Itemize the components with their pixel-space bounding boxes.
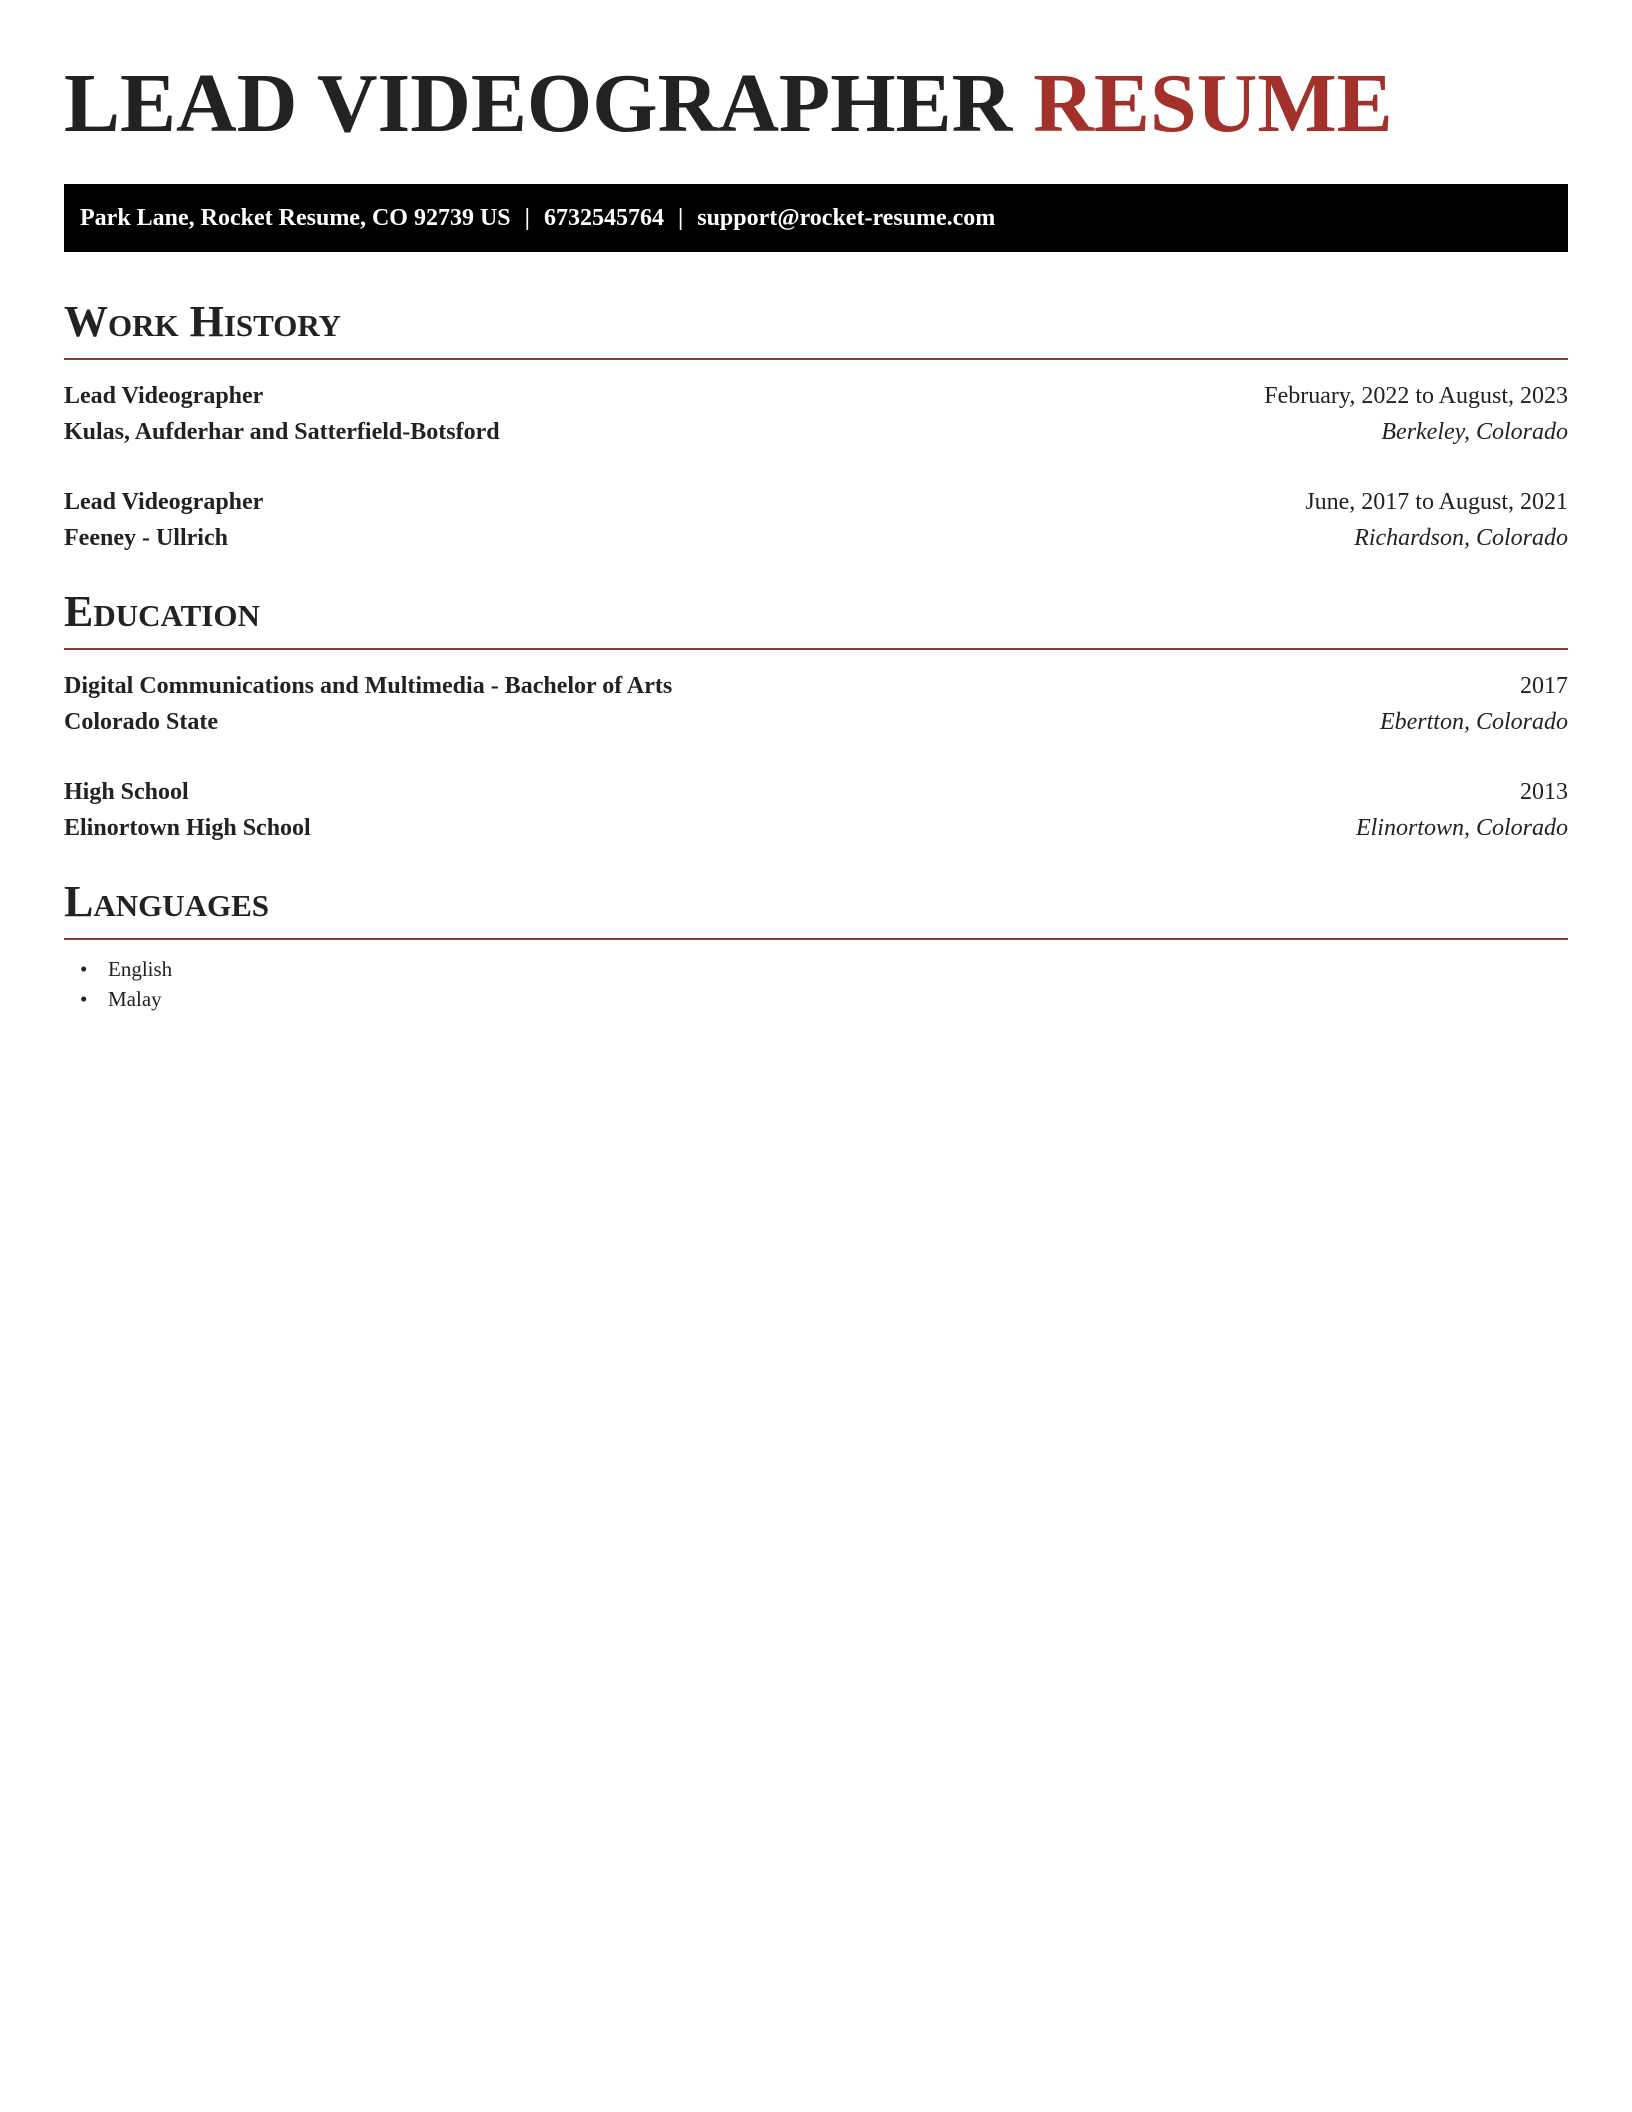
contact-separator: |	[677, 204, 684, 231]
contact-address: Park Lane, Rocket Resume, CO 92739 US	[80, 204, 511, 231]
contact-bar	[64, 184, 1568, 252]
languages-list	[64, 954, 1568, 1014]
job-dates: February, 2022 to August, 2023	[1264, 383, 1568, 409]
degree-name: High School	[64, 779, 189, 805]
education-entry	[64, 774, 1568, 846]
education-section	[64, 586, 1568, 846]
contact-phone: 6732545764	[543, 204, 664, 231]
degree-name: Digital Communications and Multimedia - Bachelor of Arts	[64, 673, 673, 699]
work-history-section	[64, 296, 1568, 556]
bullet-icon: •	[80, 987, 88, 1011]
job-location: Berkeley, Colorado	[1381, 419, 1568, 445]
work-entry-detail-row	[64, 414, 1568, 450]
education-entry	[64, 668, 1568, 740]
languages-section	[64, 876, 1568, 1014]
languages-heading: Languages	[64, 876, 1568, 940]
education-entry-header-row	[64, 668, 1568, 704]
language-item	[64, 954, 1568, 984]
work-entry-header-row	[64, 378, 1568, 414]
language-name: Malay	[108, 987, 162, 1011]
contact-separator: |	[524, 204, 530, 231]
language-item	[64, 984, 1568, 1014]
work-entry-header-row	[64, 484, 1568, 520]
job-title: Lead Videographer	[64, 489, 264, 515]
company-name: Feeney - Ullrich	[64, 525, 228, 551]
contact-email: support@rocket-resume.com	[697, 204, 996, 231]
graduation-year: 2013	[1520, 779, 1568, 805]
school-name: Elinortown High School	[64, 815, 311, 841]
language-name: English	[108, 957, 173, 981]
school-name: Colorado State	[64, 709, 218, 735]
company-name: Kulas, Aufderhar and Satterfield-Botsford	[64, 419, 500, 445]
resume-title	[64, 56, 1568, 152]
education-entry-detail-row	[64, 704, 1568, 740]
resume-title-accent: RESUME	[1033, 57, 1393, 150]
education-entry-detail-row	[64, 810, 1568, 846]
resume-title-main: LEAD VIDEOGRAPHER	[64, 57, 1013, 150]
work-entry	[64, 378, 1568, 450]
work-entry	[64, 484, 1568, 556]
bullet-icon: •	[80, 957, 88, 981]
job-title: Lead Videographer	[64, 383, 264, 409]
school-location: Ebertton, Colorado	[1379, 709, 1568, 735]
education-entry-header-row	[64, 774, 1568, 810]
work-entry-detail-row	[64, 520, 1568, 556]
job-dates: June, 2017 to August, 2021	[1305, 489, 1568, 515]
graduation-year: 2017	[1520, 673, 1568, 699]
school-location: Elinortown, Colorado	[1355, 815, 1568, 841]
education-heading: Education	[64, 586, 1568, 650]
work-history-heading: Work History	[64, 296, 1568, 360]
job-location: Richardson, Colorado	[1354, 525, 1568, 551]
